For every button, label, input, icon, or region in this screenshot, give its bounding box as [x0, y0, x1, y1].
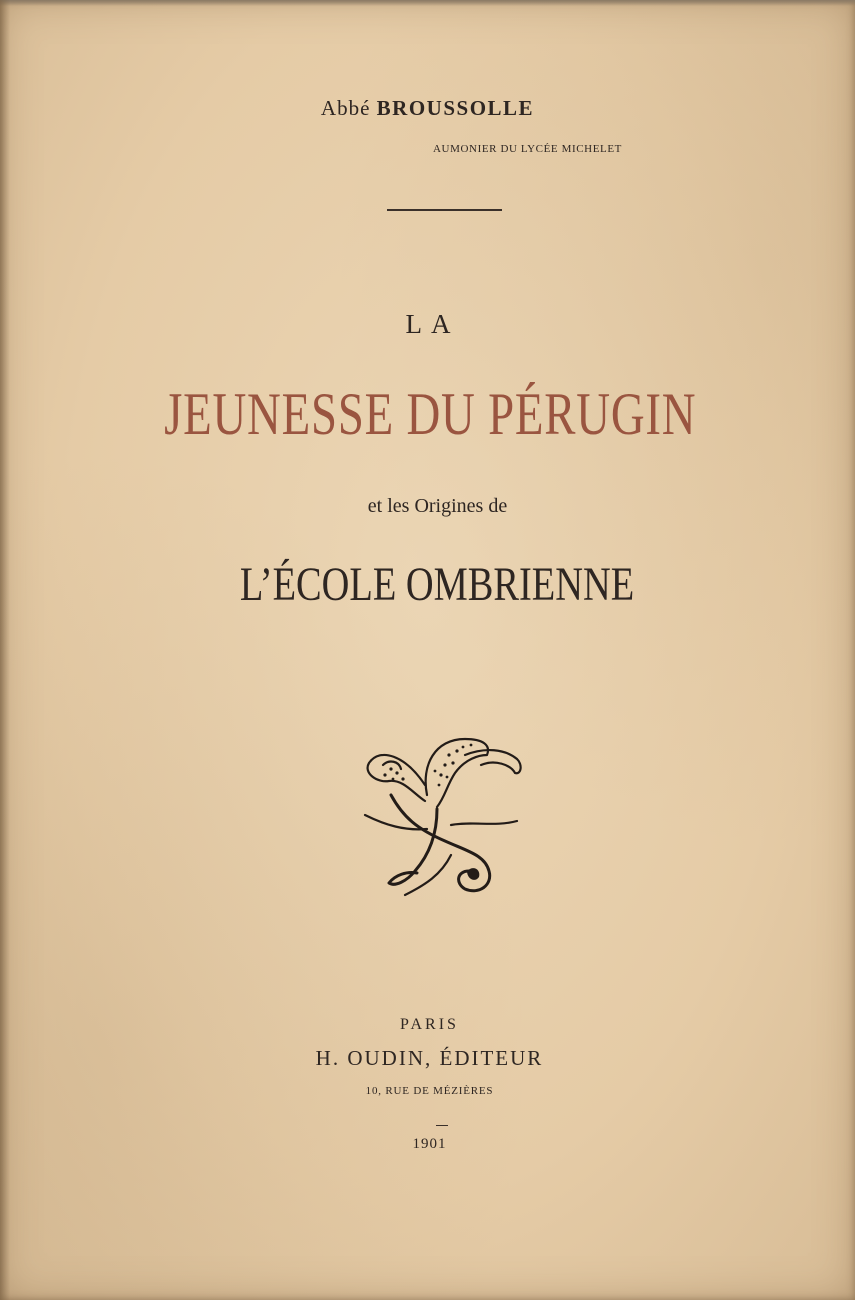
cover-edge-top	[0, 0, 855, 6]
main-title: JEUNESSE DU PÉRUGIN	[164, 381, 697, 447]
author-role: AUMONIER DU LYCÉE MICHELET	[433, 143, 622, 155]
imprint-dash	[436, 1125, 448, 1126]
imprint-address: 10, RUE DE MÉZIÈRES	[365, 1085, 494, 1097]
cover-edge-left	[0, 0, 10, 1300]
author-prefix: Abbé	[320, 96, 371, 120]
title-article: LA	[405, 309, 460, 339]
subtitle-main: L’ÉCOLE OMBRIENNE	[239, 558, 635, 611]
author-name: BROUSSOLLE	[376, 96, 535, 120]
imprint-year: 1901	[412, 1136, 447, 1152]
imprint-city: PARIS	[400, 1016, 459, 1033]
imprint-publisher: H. OUDIN, ÉDITEUR	[315, 1046, 544, 1070]
subtitle-connector: et les Origines de	[367, 495, 508, 517]
lily-flower-icon	[355, 725, 535, 905]
author-line	[0, 96, 855, 121]
divider-rule	[387, 209, 502, 211]
